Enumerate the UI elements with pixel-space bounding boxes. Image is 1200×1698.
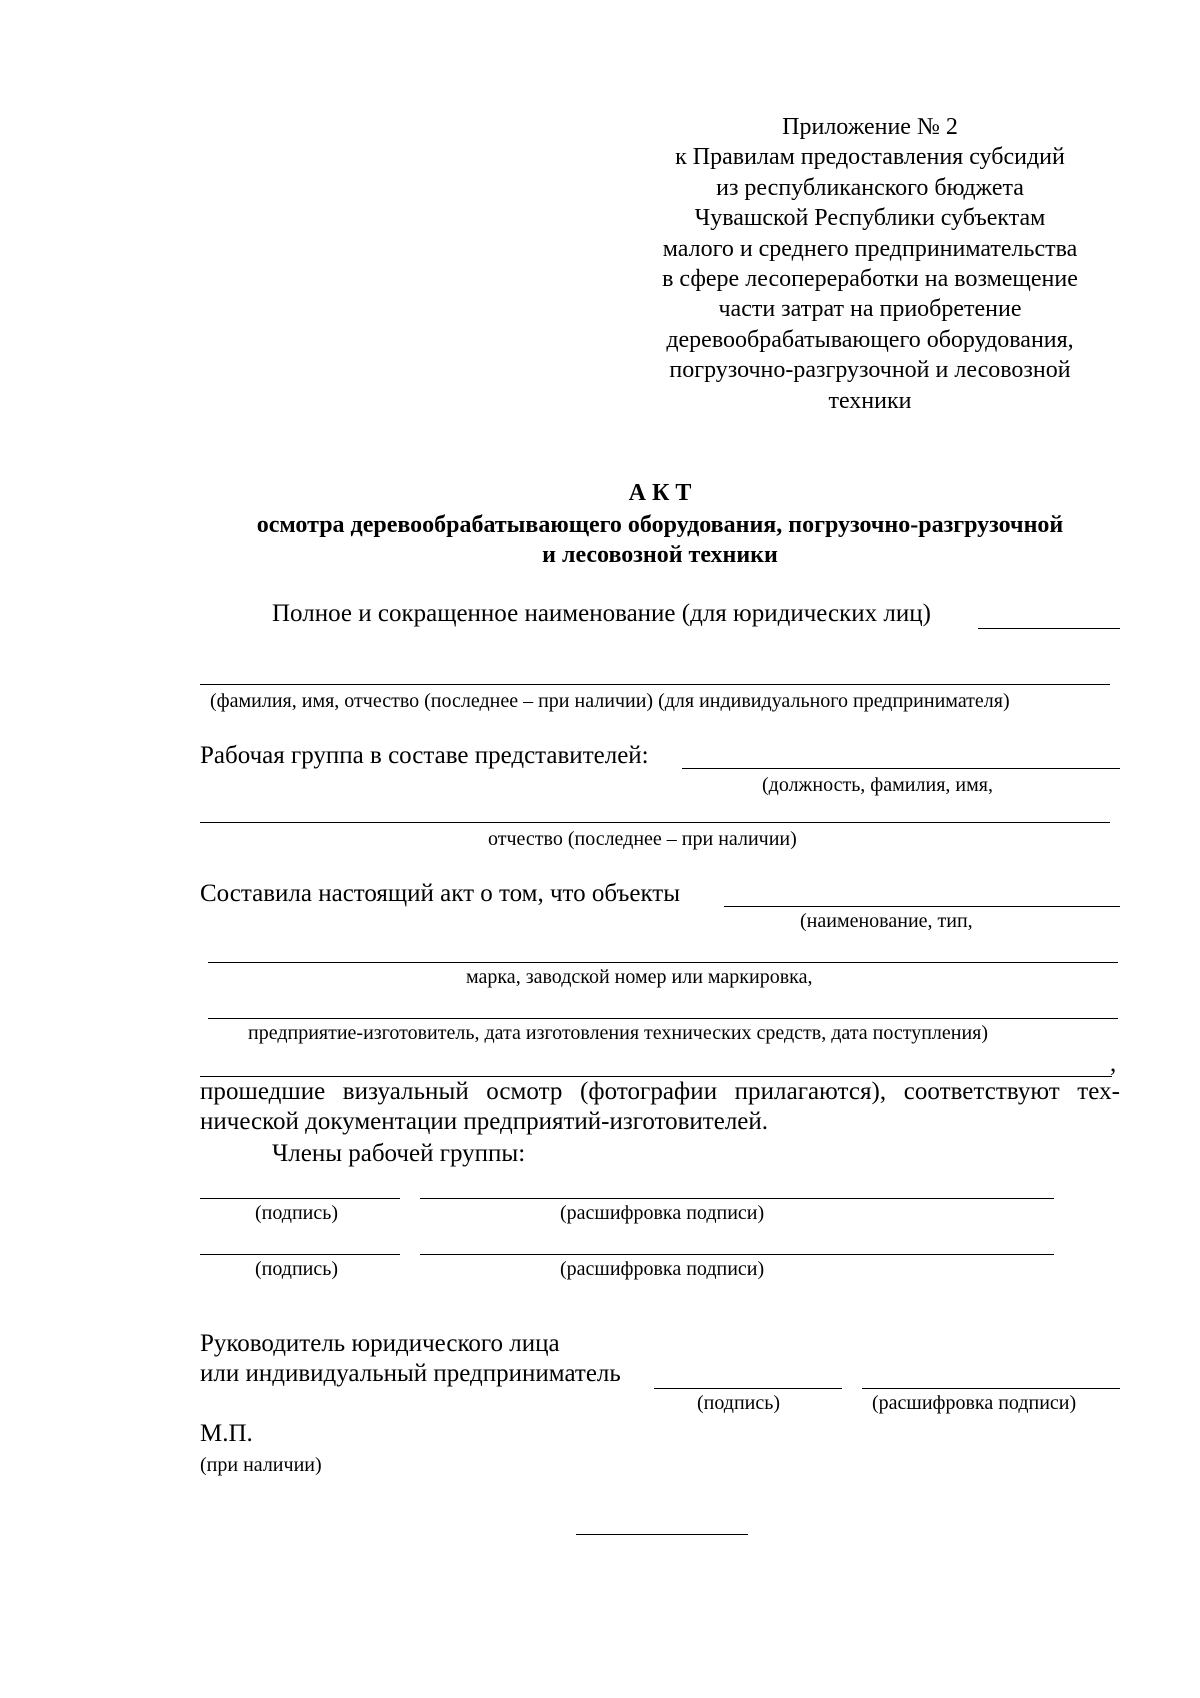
head-signature-hint: (подпись) — [697, 1392, 781, 1414]
appendix-block — [640, 112, 1100, 416]
patronymic-hint: отчество (последнее – при наличии) — [488, 828, 797, 850]
member2-signature-line[interactable] — [200, 1254, 400, 1255]
act-subtitle-line1: осмотра деревообрабатывающего оборудования, погрузочно-разгрузочной — [256, 512, 1064, 538]
working-group-continuation-line[interactable] — [200, 822, 1110, 823]
body-line2: нической документации предприятий-изготовителей. — [200, 1108, 769, 1135]
brand-line[interactable] — [208, 962, 1118, 963]
member1-decoding-hint: (расшифровка подписи) — [560, 1202, 765, 1224]
brand-hint: марка, заводской номер или маркировка, — [466, 966, 813, 988]
member2-decoding-line[interactable] — [420, 1254, 1054, 1255]
compiled-label: Составила настоящий акт о том, что объекты — [200, 880, 681, 907]
appendix-line: части затрат на приобретение — [718, 296, 1022, 323]
head-decoding-line[interactable] — [862, 1388, 1120, 1389]
full-name-label: Полное и сокращенное наименование (для юридических лиц) — [272, 600, 931, 627]
member1-decoding-line[interactable] — [420, 1198, 1054, 1199]
appendix-line: малого и среднего предпринимательства — [662, 235, 1078, 262]
head-line2: или индивидуальный предприниматель — [200, 1360, 621, 1387]
body-line1: прошедшие визуальный осмотр (фотографии прилагаются), соответствуют тех- — [200, 1078, 1120, 1105]
appendix-line: в сфере лесопереработки на возмещение — [662, 266, 1078, 293]
appendix-line: Чувашской Республики субъектам — [694, 205, 1046, 232]
members-label: Члены рабочей группы: — [272, 1140, 526, 1167]
member2-signature-hint: (подпись) — [255, 1258, 339, 1280]
date-line[interactable] — [200, 1076, 1112, 1077]
member1-signature-hint: (подпись) — [255, 1202, 339, 1224]
act-subtitle-line2: и лесовозной техники — [542, 542, 778, 568]
appendix-line: техники — [828, 387, 912, 414]
head-decoding-hint: (расшифровка подписи) — [872, 1392, 1077, 1414]
stamp-label: М.П. — [200, 1420, 253, 1447]
head-line1: Руководитель юридического лица — [200, 1330, 560, 1357]
closing-separator — [576, 1534, 748, 1535]
name-type-hint: (наименование, тип, — [800, 910, 973, 932]
act-heading: А К Т — [628, 480, 692, 506]
comma-mark: , — [1110, 1050, 1117, 1077]
working-group-label: Рабочая группа в составе представителей: — [200, 742, 649, 769]
appendix-line: к Правилам предоставления субсидий — [675, 144, 1065, 171]
head-signature-line[interactable] — [654, 1388, 842, 1389]
appendix-line: Приложение № 2 — [782, 114, 958, 140]
working-group-field-line[interactable] — [682, 768, 1120, 769]
manufacturer-hint: предприятие-изготовитель, дата изготовления технических средств, дата поступления) — [248, 1022, 989, 1044]
manufacturer-line[interactable] — [208, 1018, 1118, 1019]
appendix-line: из республиканского бюджета — [716, 174, 1024, 201]
appendix-line: погрузочно-разгрузочной и лесовозной — [669, 357, 1071, 384]
fio-hint: (фамилия, имя, отчество (последнее – при наличии) (для индивидуального предпринимателя) — [210, 690, 1010, 712]
full-name-continuation-line[interactable] — [200, 684, 1110, 685]
member1-signature-line[interactable] — [200, 1198, 400, 1199]
position-hint: (должность, фамилия, имя, — [762, 774, 993, 796]
appendix-line: деревообрабатывающего оборудования, — [666, 326, 1074, 353]
objects-field-line[interactable] — [724, 906, 1120, 907]
stamp-hint: (при наличии) — [200, 1454, 322, 1476]
member2-decoding-hint: (расшифровка подписи) — [560, 1258, 765, 1280]
full-name-field-line[interactable] — [978, 628, 1120, 629]
